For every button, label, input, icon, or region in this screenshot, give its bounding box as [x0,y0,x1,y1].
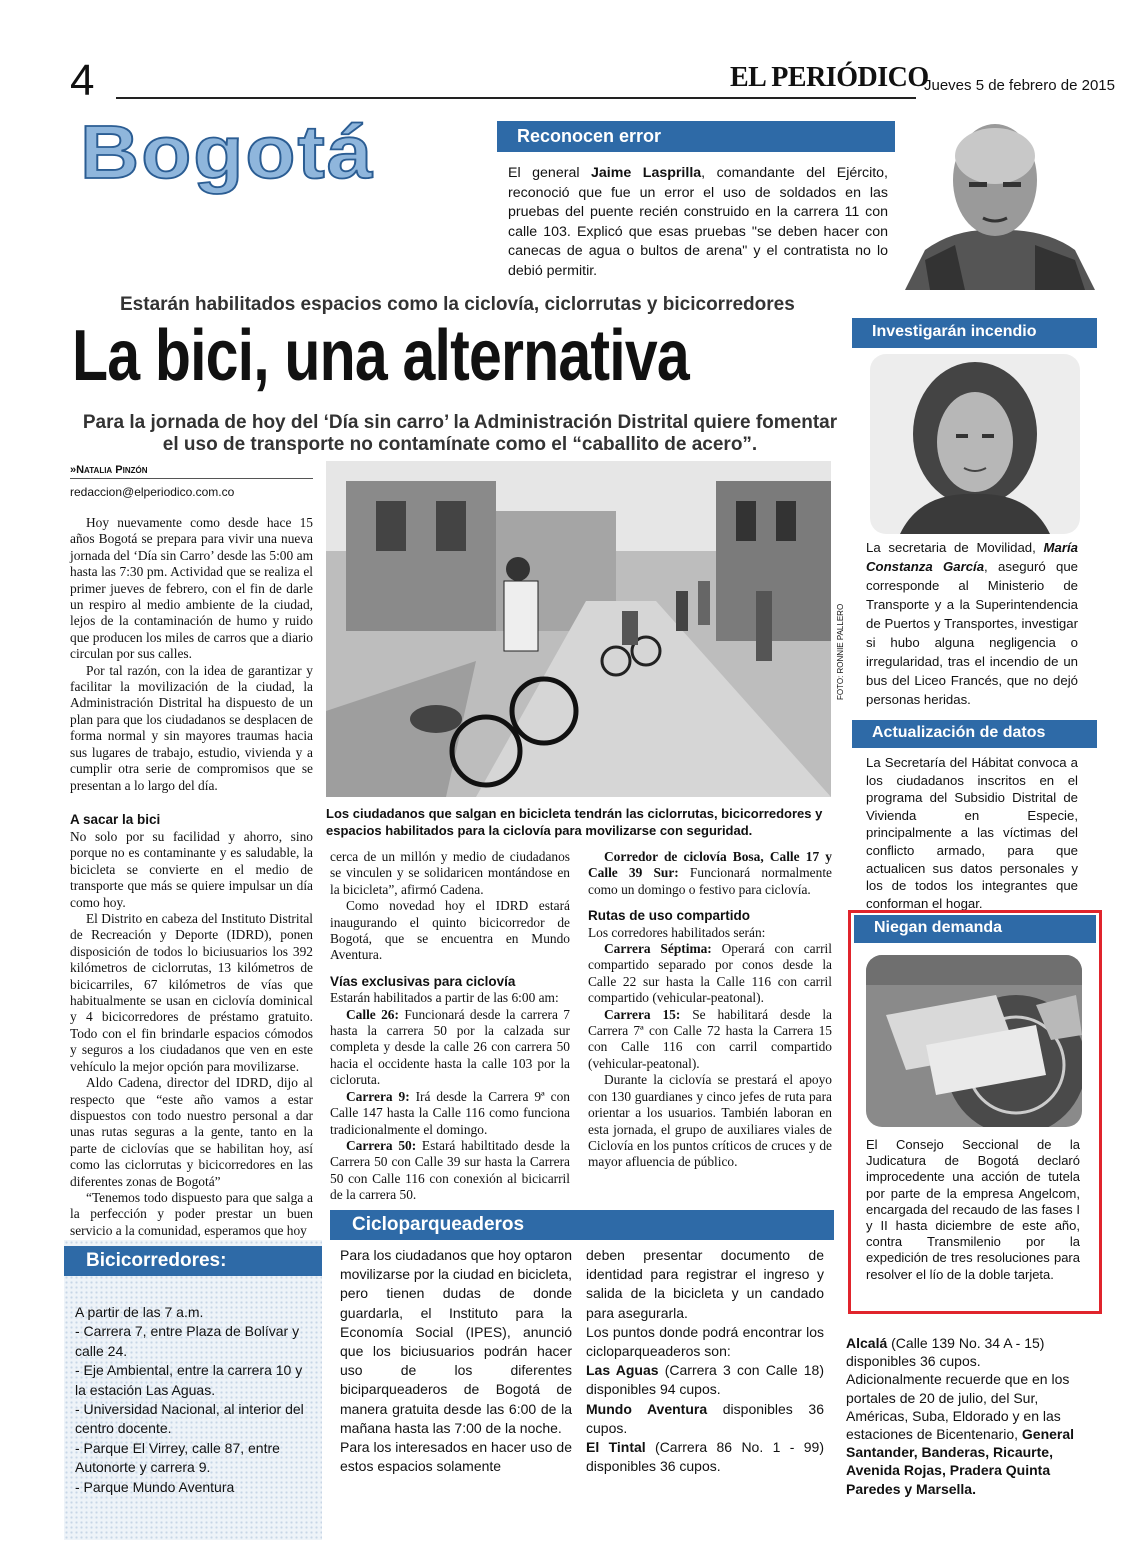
paragraph: deben presentar documento de identidad para registrar el ingreso y salida de la bicicleta y un candado para asegurarla. [586,1247,824,1321]
page-number: 4 [70,56,95,105]
paragraph: Carrera Séptima: Operará con carril compartido separado por conos desde la Calle 22 sur hasta la Calle 116 con carril compartido (vehicular-peatonal). [588,941,832,1006]
list-item: - Carrera 7, entre Plaza de Bolívar y calle 24. [75,1323,300,1359]
photo-caption: Los ciudadanos que salgan en bicicleta tendrán las ciclorrutas, bicicorredores y espacios habilitados para la ciclovía para movilizarse con seguridad. [326,806,823,838]
investigaran-heading: Investigarán incendio [852,318,1097,348]
list-item: - Universidad Nacional, al interior del centro docente. [75,1401,304,1437]
niegan-text: El Consejo Seccional de la Judicatura de Bogotá declaró improcedente una acción de tutela por parte de la empresa Angelcom, encargada del recaudo de las fases I y II hasta diciembre de este año, contra Transmilenio por la expedición de tres resoluciones para resolver el lío de la doble tarjeta. [866,1137,1080,1282]
reconocen-heading: Reconocen error [497,121,897,152]
actualizacion-text: La Secretaría del Hábitat convoca a los ciudadanos inscritos en el programa del Subsidio Distrital de Vivienda en Especie, principalmente a las víctimas del conflicto armado, para que actualicen sus datos personales y los de todos los integrantes que conforman el hogar. [866,755,1078,911]
paragraph: Estarán habilitados a partir de las 6:00 am: [330,990,559,1006]
paragraph: “Tenemos todo dispuesto para que salga a la perfección y poder prestar un buen servicio a la comunidad, esperamos que hoy [70,1189,313,1238]
article-headline: La bici, una alternativa [72,316,689,396]
author-email: redaccion@elperiodico.com.co [70,485,235,499]
issue-date: Jueves 5 de febrero de 2015 [924,77,1115,94]
paragraph: Carrera 9: Irá desde la Carrera 9ª con Calle 147 hasta la Calle 116 como funciona tradicionalmente el domingo. [330,1088,570,1137]
byline-rule [70,478,313,479]
general-portrait-photo [895,110,1095,290]
paragraph: No solo por su facilidad y ahorro, sino porque no es contaminante y es saludable, la bicicleta se convierte en el medio de transporte que más se quiere impulsar un día como hoy. [70,829,313,910]
cicloparqueaderos-column-1 [340,1246,572,1476]
paragraph: Corredor de ciclovía Bosa, Calle 17 y Calle 39 Sur: Funcionará normalmente como un domingo o festivo para ciclovía. [588,849,832,897]
cicloparqueaderos-column-2 [586,1246,824,1476]
parking-el-tintal: El Tintal (Carrera 86 No. 1 - 99) disponibles 36 cupos. [586,1439,824,1475]
paragraph: El Distrito en cabeza del Instituto Distrital de Recreación y Deporte (IDRD), ponen disposición de todos lo biciusuarios los 392 kilómetros de ciclorrutas, 13 kilómetros de bicicarriles, 67 kilómetros de vías que habitualmente se usan en ciclovía dominical y 4 bicicorredores de préstamo gratuito. Todo con el fin brindarle espacios cómodos y seguros a los ciudadanos que ven en este vehículo la mejor opción para movilizarse. [70,911,313,1074]
niegan-heading: Niegan demanda [854,915,1096,943]
paragraph: Para los ciudadanos que hoy optaron movilizarse por la ciudad en bicicleta, pero tienen dudas de donde guardarla, el Instituto para la Economía Social (IPES), anunció que los biciusuarios podrán hacer uso de los diferentes biciparqueaderos de Bogotá de manera gratuita desde las 6:00 de la mañana hasta las 7:00 de la noche. [340,1247,572,1436]
newspaper-name: EL PERIÓDICO [730,62,929,93]
transit-card-photo [866,955,1082,1127]
cyclists-street-photo [326,461,831,797]
photo-credit: FOTO: RONNIE PALLERO [836,603,845,700]
paragraph: Calle 26: Funcionará desde la carrera 7 hasta la carrera 50 por la calzada sur completa y desde la calle 26 con carrera 50 hacia el occidente hasta la calle 103 por la cicloruta. [330,1006,570,1088]
list-item: A partir de las 7 a.m. [75,1304,204,1320]
header-rule [116,97,916,99]
article-column-1-continued [70,829,313,1239]
subheading-sacar-bici: A sacar la bici [70,812,161,827]
actualizacion-heading: Actualización de datos [852,720,1097,748]
subheading-vias-exclusivas: Vías exclusivas para ciclovía [330,973,516,989]
list-item: - Eje Ambiental, entre la carrera 10 y la estación Las Aguas. [75,1362,303,1398]
parking-mundo-aventura: Mundo Aventura disponibles 36 cupos. [586,1400,824,1436]
paragraph: Adicionalmente recuerde que en los portales de 20 de julio, del Sur, Américas, Suba, Eldorado y en las estaciones de Bicentenario, General Santander, Banderas, Ricaurte, Avenida Rojas, Pradera Quinta Paredes y Marsella. [846,1371,1075,1497]
list-item: - Parque El Virrey, calle 87, entre Autonorte y carrera 9. [75,1439,280,1476]
article-column-2 [330,849,570,1204]
paragraph: Hoy nuevamente como desde hace 15 años Bogotá se prepara para vivir una nueva jornada del ‘Día sin Carro’ desde las 5:00 am hasta las 7:30 pm. Actividad que se realiza el primer jueves de febrero, con el fin de darle un respiro al medio ambiente de la ciudad, lejos de la contaminación de humo y ruido que producen los miles de carros que a diario circulan por sus calles. [70,515,313,662]
paragraph: Aldo Cadena, director del IDRD, dijo al respecto que “este año vamos a estar dispuestos con todo nuestro personal a dar unas rutas seguras a la gente, tanto en la parte de ciclovías que se habilitan hoy, así como las ciclorrutas y bicicorredores en las diferentes zonas de Bogotá” [70,1075,313,1189]
article-column-1 [70,515,313,794]
cicloparqueaderos-continued [846,1334,1086,1498]
paragraph: Los puntos donde podrá encontrar los cicloparqueaderos son: [586,1323,824,1360]
parking-alcala: Alcalá (Calle 139 No. 34 A - 15) disponibles 36 cupos. [846,1335,1045,1370]
bicicorredores-heading: Bicicorredores: [64,1246,322,1276]
paragraph: Como novedad hoy el IDRD estará inaugurando el quinto bicicorredor de Bogotá, que se encuentra en Mundo Aventura. [330,898,570,963]
paragraph: cerca de un millón y medio de ciudadanos se vinculen y se solidaricen montándose en la bicicleta”, afirmó Cadena. [330,849,570,897]
paragraph: Durante la ciclovía se prestará el apoyo con 130 guardianes y cinco jefes de ruta para orientar a los usuarios. También laboran en esta jornada, el grupo de auxiliares viales de Ciclovía en los puntos críticos de cruces y de mayor afluencia de público. [588,1072,832,1170]
article-kicker: Estarán habilitados espacios como la ciclovía, ciclorrutas y bicicorredores [120,294,795,315]
section-title: Bogotá [80,110,375,195]
subheading-rutas-compartido: Rutas de uso compartido [588,908,751,924]
article-deck: Para la jornada de hoy del ‘Día sin carro’ la Administración Distrital quiere fomentar el uso de transporte no contamínate como el “caballito de acero”. [82,412,838,455]
list-item: - Parque Mundo Aventura [75,1478,235,1495]
article-column-3 [588,849,832,1171]
paragraph: Carrera 50: Estará habiltitado desde la Carrera 50 con Calle 39 sur hasta la Carrera 50 con Calle 116 con conexión al bicicarril de la carrera 50. [330,1137,570,1203]
paragraph: Los corredores habilitados serán: [588,924,766,940]
bicicorredores-list [75,1303,315,1497]
cicloparqueaderos-heading: Cicloparqueaderos [330,1210,834,1240]
byline: »Natalia Pinzón [70,464,148,476]
paragraph: Por tal razón, con la idea de garantizar y facilitar la movilización de la ciudad, la Administración Distrital ha dispuesto de un plan para que los ciudadanos se desplacen de forma normal y sin mayores traumas hacia sus lugares de trabajo, estudio, vivienda y a cumplir otra serie de compromisos que se presentan a lo largo del día. [70,662,313,793]
investigaran-text: La secretaria de Movilidad, María Constanza García, aseguró que corresponde al Ministerio de Transporte y a la Superintendencia de Puertos y Transportes, investigar si hubo alguna negligencia o irregularidad, tras el incendio de un bus del Liceo Francés, que no dejó personas heridas. [866,540,1078,707]
secretary-portrait-photo [870,354,1080,534]
reconocen-text: El general Jaime Lasprilla, comandante del Ejército, reconoció que fue un error el uso de soldados en las pruebas del puente recién construido en la carrera 11 con calle 103. Explicó que esas pruebas "se deben hacer con canecas de agua o bultos de arena" y el contratista no lo debió permitir. [508,165,888,279]
parking-las-aguas: Las Aguas (Carrera 3 con Calle 18) disponibles 94 cupos. [586,1362,825,1398]
paragraph: Para los interesados en hacer uso de estos espacios solamente [340,1439,572,1475]
paragraph: Carrera 15: Se habilitará desde la Carrera 7ª con Calle 72 hasta la Carrera 15 con Calle 116 con carril compartido (vehicular-peatonal). [588,1006,833,1071]
